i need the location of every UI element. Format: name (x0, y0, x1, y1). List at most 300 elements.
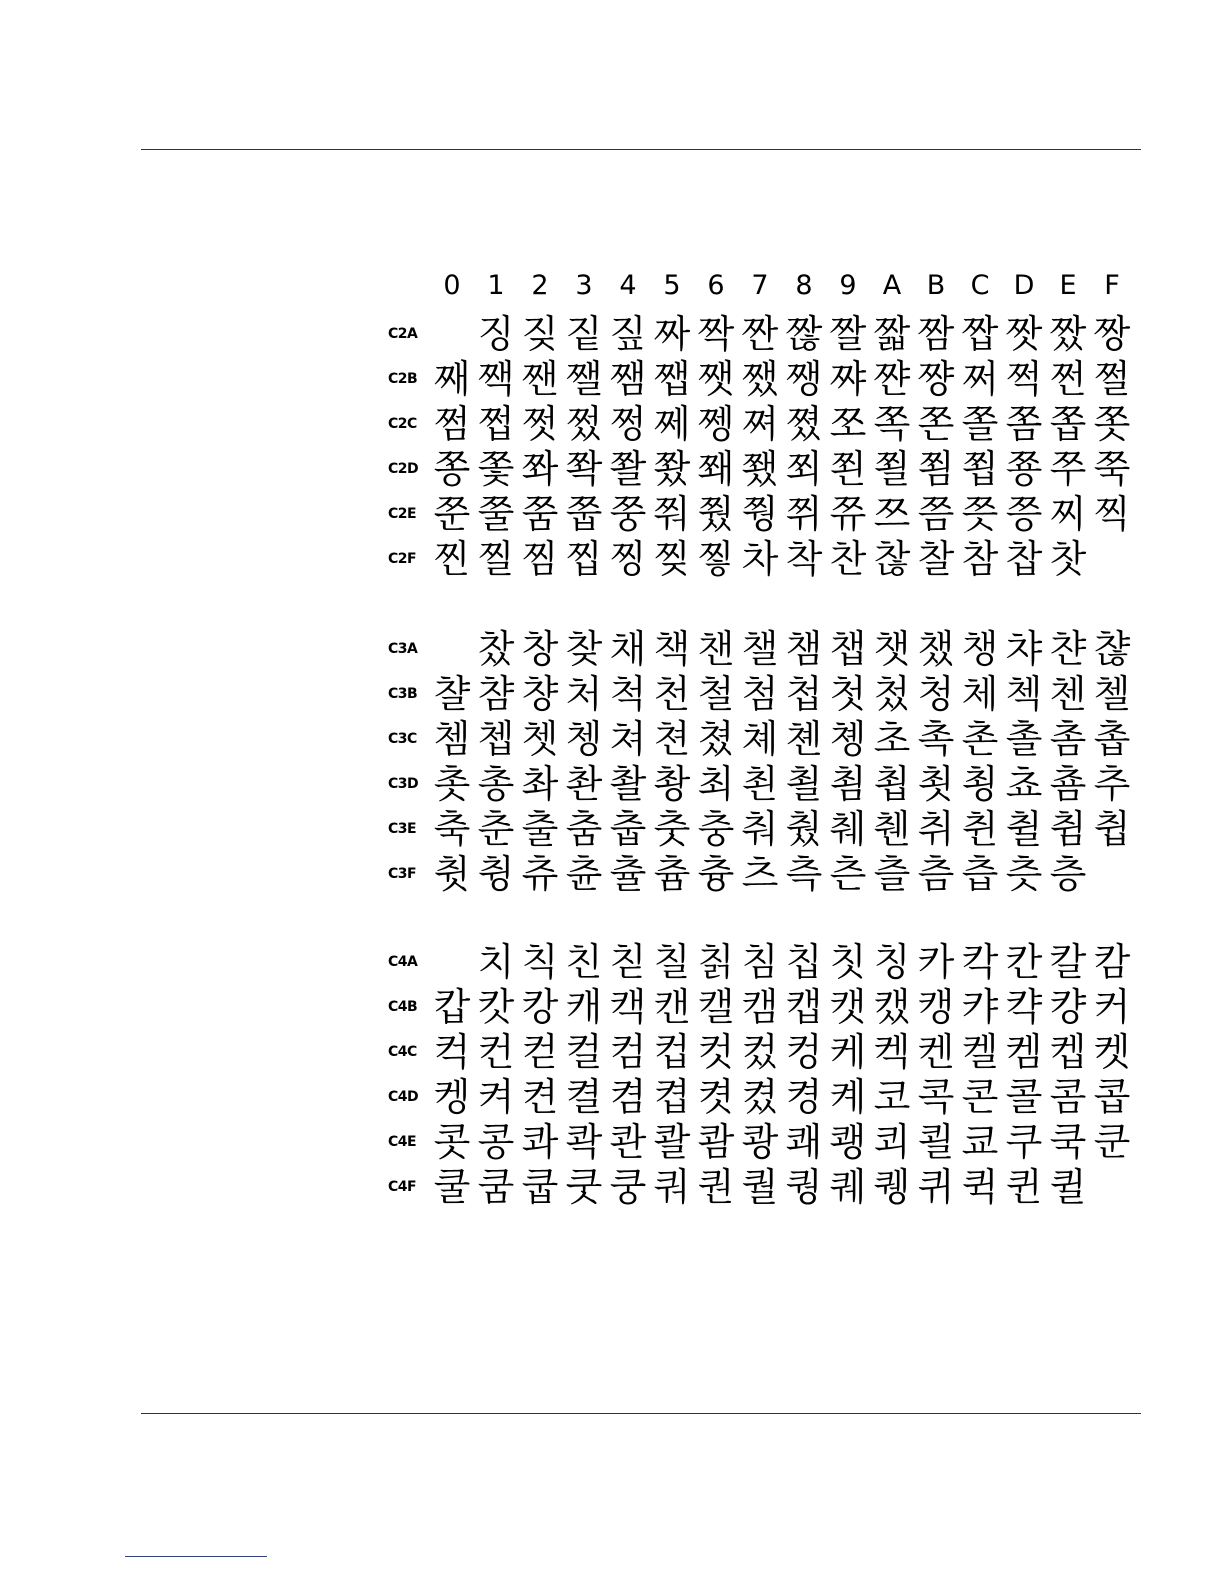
glyph-cell: 츔 (653, 852, 691, 896)
glyph-cell: 출 (521, 807, 559, 851)
glyph-cell: 챰 (477, 672, 515, 716)
glyph-cell: 쵸 (1005, 762, 1043, 806)
table-row (386, 672, 1146, 717)
glyph-cell: 쯧 (961, 492, 999, 536)
table-row (386, 1165, 1146, 1210)
table-row (386, 1030, 1146, 1075)
glyph-cell: 콘 (961, 1075, 999, 1119)
glyph-cell: 첫 (829, 672, 867, 716)
column-header: 8 (795, 270, 813, 301)
glyph-cell: 쿰 (477, 1165, 515, 1209)
glyph-cell: 쨩 (917, 357, 955, 401)
table-row (386, 762, 1146, 807)
glyph-cell: 쳄 (433, 717, 471, 761)
row-label: C3C (388, 731, 417, 747)
glyph-cell: 촤 (521, 762, 559, 806)
table-row (386, 852, 1146, 897)
glyph-cell: 짚 (609, 312, 647, 356)
glyph-cell: 짭 (961, 312, 999, 356)
glyph-cell: 초 (873, 717, 911, 761)
glyph-cell: 추 (1093, 762, 1131, 806)
glyph-cell: 충 (697, 807, 735, 851)
glyph-cell: 칟 (609, 940, 647, 984)
glyph-cell: 쳰 (785, 717, 823, 761)
table-row (386, 627, 1146, 672)
glyph-cell: 총 (477, 762, 515, 806)
glyph-cell: 츳 (1005, 852, 1043, 896)
glyph-cell: 켯 (697, 1075, 735, 1119)
glyph-cell: 츌 (609, 852, 647, 896)
glyph-cell: 콕 (917, 1075, 955, 1119)
glyph-cell: 콤 (1049, 1075, 1087, 1119)
glyph-cell: 춈 (1049, 762, 1087, 806)
glyph-cell: 켸 (829, 1075, 867, 1119)
glyph-cell: 짢 (785, 312, 823, 356)
glyph-cell: 쨈 (609, 357, 647, 401)
glyph-cell: 촌 (961, 717, 999, 761)
glyph-cell: 캣 (829, 985, 867, 1029)
glyph-cell: 쫌 (1005, 402, 1043, 446)
glyph-cell: 칸 (1005, 940, 1043, 984)
row-label: C3B (388, 686, 418, 702)
glyph-cell: 칙 (521, 940, 559, 984)
glyph-cell: 쫑 (433, 447, 471, 491)
row-label: C2E (388, 506, 417, 522)
glyph-cell: 춰 (741, 807, 779, 851)
row-label: C2C (388, 416, 417, 432)
glyph-cell: 촬 (609, 762, 647, 806)
glyph-cell: 첵 (1005, 672, 1043, 716)
column-header: C (970, 270, 990, 301)
glyph-cell: 켄 (917, 1030, 955, 1074)
glyph-cell: 찍 (1093, 492, 1131, 536)
glyph-cell: 캠 (741, 985, 779, 1029)
glyph-cell: 쭹 (741, 492, 779, 536)
glyph-cell: 쩐 (1049, 357, 1087, 401)
glyph-cell: 켑 (1049, 1030, 1087, 1074)
column-header: 2 (531, 270, 549, 301)
table-row (386, 357, 1146, 402)
glyph-cell: 찝 (565, 537, 603, 581)
column-header: 9 (839, 270, 857, 301)
glyph-cell: 쵱 (961, 762, 999, 806)
table-row (386, 985, 1146, 1030)
glyph-cell: 춥 (609, 807, 647, 851)
table-row (386, 312, 1146, 357)
glyph-cell: 챨 (433, 672, 471, 716)
glyph-cell: 쳤 (697, 717, 735, 761)
glyph-cell: 콩 (477, 1120, 515, 1164)
row-label: C3F (388, 866, 417, 882)
column-header: 7 (751, 270, 769, 301)
glyph-cell: 춤 (565, 807, 603, 851)
glyph-cell: 챔 (785, 627, 823, 671)
glyph-cell: 촐 (1005, 717, 1043, 761)
glyph-cell: 쫍 (1049, 402, 1087, 446)
glyph-cell: 쵭 (873, 762, 911, 806)
glyph-cell: 쩔 (1093, 357, 1131, 401)
glyph-cell: 쿼 (653, 1165, 691, 1209)
column-header: B (926, 270, 946, 301)
glyph-cell: 켕 (433, 1075, 471, 1119)
glyph-cell: 쬐 (785, 447, 823, 491)
glyph-cell: 찰 (917, 537, 955, 581)
glyph-cell: 책 (653, 627, 691, 671)
glyph-cell: 츰 (917, 852, 955, 896)
glyph-cell: 축 (433, 807, 471, 851)
glyph-cell: 창 (521, 627, 559, 671)
glyph-cell: 찜 (521, 537, 559, 581)
glyph-cell: 퀑 (785, 1165, 823, 1209)
glyph-cell: 츠 (741, 852, 779, 896)
table-row (386, 402, 1146, 447)
glyph-cell: 쿡 (1049, 1120, 1087, 1164)
glyph-cell: 캔 (653, 985, 691, 1029)
glyph-cell: 촁 (829, 717, 867, 761)
glyph-cell: 콜 (1005, 1075, 1043, 1119)
column-header: 3 (575, 270, 593, 301)
glyph-cell: 췄 (785, 807, 823, 851)
column-header: 1 (487, 270, 505, 301)
glyph-cell: 쿠 (1005, 1120, 1043, 1164)
glyph-cell: 퀸 (1005, 1165, 1043, 1209)
glyph-cell: 퀼 (1049, 1165, 1087, 1209)
glyph-cell: 천 (653, 672, 691, 716)
glyph-cell: 찌 (1049, 492, 1087, 536)
glyph-cell: 캤 (873, 985, 911, 1029)
row-label: C4E (388, 1134, 417, 1150)
glyph-cell: 쯔 (873, 492, 911, 536)
glyph-cell: 쩍 (1005, 357, 1043, 401)
glyph-cell: 쩌 (961, 357, 999, 401)
glyph-cell: 쿳 (565, 1165, 603, 1209)
glyph-cell: 컥 (433, 1030, 471, 1074)
glyph-cell: 쭉 (1093, 447, 1131, 491)
glyph-cell: 퀭 (873, 1165, 911, 1209)
glyph-cell: 찮 (873, 537, 911, 581)
table-row (386, 447, 1146, 492)
column-header: E (1059, 270, 1077, 301)
glyph-cell: 츈 (565, 852, 603, 896)
column-header: 0 (443, 270, 461, 301)
glyph-cell: 짱 (1093, 312, 1131, 356)
glyph-cell: 쫠 (609, 447, 647, 491)
glyph-cell: 켬 (609, 1075, 647, 1119)
glyph-cell: 쵯 (917, 762, 955, 806)
glyph-cell: 쭝 (609, 492, 647, 536)
glyph-cell: 쿱 (521, 1165, 559, 1209)
glyph-cell: 캄 (1093, 940, 1131, 984)
glyph-cell: 캅 (433, 985, 471, 1029)
glyph-cell: 측 (785, 852, 823, 896)
glyph-cell: 쭈 (1049, 447, 1087, 491)
glyph-cell: 취 (917, 807, 955, 851)
glyph-cell: 쫬 (653, 447, 691, 491)
glyph-cell: 첨 (741, 672, 779, 716)
glyph-cell: 챘 (917, 627, 955, 671)
glyph-cell: 짤 (829, 312, 867, 356)
glyph-cell: 쬔 (829, 447, 867, 491)
glyph-cell: 챈 (697, 627, 735, 671)
glyph-cell: 쬈 (741, 447, 779, 491)
glyph-cell: 캑 (609, 985, 647, 1029)
glyph-cell: 찐 (433, 537, 471, 581)
glyph-cell: 츄 (521, 852, 559, 896)
glyph-cell: 츱 (961, 852, 999, 896)
glyph-cell: 짧 (873, 312, 911, 356)
glyph-cell: 칵 (961, 940, 999, 984)
glyph-cell: 쩟 (521, 402, 559, 446)
glyph-cell: 쫄 (961, 402, 999, 446)
glyph-cell: 컁 (1049, 985, 1087, 1029)
glyph-cell: 쫘 (521, 447, 559, 491)
glyph-cell: 찼 (477, 627, 515, 671)
glyph-cell: 케 (829, 1030, 867, 1074)
footer-link-underline[interactable] (125, 1556, 267, 1557)
glyph-cell: 쾅 (741, 1120, 779, 1164)
glyph-cell: 짙 (565, 312, 603, 356)
glyph-cell: 쿤 (1093, 1120, 1131, 1164)
glyph-cell: 촨 (565, 762, 603, 806)
glyph-cell: 쾡 (829, 1120, 867, 1164)
bottom-rule (141, 1413, 1141, 1414)
glyph-cell: 쫙 (565, 447, 603, 491)
glyph-cell: 철 (697, 672, 735, 716)
glyph-cell: 켁 (873, 1030, 911, 1074)
glyph-cell: 캥 (917, 985, 955, 1029)
glyph-cell: 짠 (741, 312, 779, 356)
glyph-cell: 친 (565, 940, 603, 984)
glyph-cell: 쳇 (521, 717, 559, 761)
glyph-cell: 첼 (1093, 672, 1131, 716)
glyph-cell: 째 (433, 357, 471, 401)
glyph-cell: 칩 (785, 940, 823, 984)
glyph-cell: 쭤 (653, 492, 691, 536)
glyph-cell: 칠 (653, 940, 691, 984)
glyph-cell: 쩡 (609, 402, 647, 446)
glyph-cell: 쨀 (565, 357, 603, 401)
table-row (386, 537, 1146, 582)
glyph-cell: 컵 (653, 1030, 691, 1074)
glyph-cell: 췰 (1005, 807, 1043, 851)
glyph-cell: 컷 (697, 1030, 735, 1074)
glyph-cell: 켜 (477, 1075, 515, 1119)
glyph-cell: 처 (565, 672, 603, 716)
glyph-cell: 쪼 (829, 402, 867, 446)
glyph-cell: 츤 (829, 852, 867, 896)
glyph-cell: 짼 (521, 357, 559, 401)
glyph-cell: 쳔 (653, 717, 691, 761)
glyph-cell: 쾰 (917, 1120, 955, 1164)
glyph-cell: 콱 (565, 1120, 603, 1164)
glyph-cell: 첸 (1049, 672, 1087, 716)
glyph-cell: 쭸 (697, 492, 735, 536)
glyph-cell: 콸 (653, 1120, 691, 1164)
glyph-cell: 췌 (829, 807, 867, 851)
glyph-cell: 춘 (477, 807, 515, 851)
glyph-cell: 코 (873, 1075, 911, 1119)
table-row (386, 717, 1146, 762)
glyph-cell: 찔 (477, 537, 515, 581)
row-label: C2B (388, 371, 418, 387)
glyph-cell: 캡 (785, 985, 823, 1029)
column-header: 6 (707, 270, 725, 301)
glyph-cell: 챕 (829, 627, 867, 671)
glyph-cell: 켈 (961, 1030, 999, 1074)
glyph-cell: 차 (741, 537, 779, 581)
glyph-cell: 콥 (1093, 1075, 1131, 1119)
glyph-cell: 쪽 (873, 402, 911, 446)
glyph-cell: 쩜 (433, 402, 471, 446)
glyph-cell: 캬 (961, 985, 999, 1029)
glyph-cell: 층 (1049, 852, 1087, 896)
glyph-cell: 췸 (1049, 807, 1087, 851)
glyph-cell: 채 (609, 627, 647, 671)
glyph-cell: 쭁 (1005, 447, 1043, 491)
glyph-cell: 켰 (741, 1075, 779, 1119)
glyph-cell: 캇 (477, 985, 515, 1029)
glyph-cell: 찹 (1005, 537, 1043, 581)
glyph-cell: 챦 (1093, 627, 1131, 671)
glyph-cell: 콴 (609, 1120, 647, 1164)
glyph-cell: 쳬 (741, 717, 779, 761)
glyph-cell: 찾 (565, 627, 603, 671)
glyph-cell: 쮸 (829, 492, 867, 536)
glyph-cell: 쫀 (917, 402, 955, 446)
column-header: F (1104, 270, 1120, 301)
glyph-cell: 켤 (565, 1075, 603, 1119)
glyph-cell: 쳐 (609, 717, 647, 761)
glyph-cell: 컹 (785, 1030, 823, 1074)
glyph-cell: 쫓 (477, 447, 515, 491)
column-header: 5 (663, 270, 681, 301)
glyph-cell: 쵠 (741, 762, 779, 806)
glyph-cell: 챠 (1005, 627, 1043, 671)
glyph-cell: 칭 (873, 940, 911, 984)
glyph-cell: 침 (741, 940, 779, 984)
glyph-cell: 컬 (565, 1030, 603, 1074)
row-label: C4D (388, 1089, 419, 1105)
glyph-cell: 촙 (1093, 717, 1131, 761)
row-label: C4A (388, 954, 418, 970)
glyph-cell: 쭘 (521, 492, 559, 536)
glyph-cell: 쿵 (609, 1165, 647, 1209)
table-row (386, 807, 1146, 852)
glyph-cell: 켠 (521, 1075, 559, 1119)
glyph-cell: 찧 (697, 537, 735, 581)
glyph-cell: 캭 (1005, 985, 1043, 1029)
glyph-cell: 쾌 (785, 1120, 823, 1164)
column-header: D (1013, 270, 1035, 301)
glyph-cell: 짜 (653, 312, 691, 356)
glyph-cell: 췽 (477, 852, 515, 896)
glyph-cell: 켭 (653, 1075, 691, 1119)
glyph-cell: 짝 (697, 312, 735, 356)
glyph-cell: 쨉 (653, 357, 691, 401)
glyph-cell: 츙 (697, 852, 735, 896)
row-label: C4F (388, 1179, 417, 1195)
glyph-cell: 쩽 (697, 402, 735, 446)
glyph-cell: 쩝 (477, 402, 515, 446)
glyph-cell: 컴 (609, 1030, 647, 1074)
glyph-cell: 쵤 (785, 762, 823, 806)
glyph-cell: 챗 (873, 627, 911, 671)
glyph-cell: 찡 (609, 537, 647, 581)
glyph-cell: 쨍 (785, 357, 823, 401)
glyph-cell: 청 (917, 672, 955, 716)
glyph-cell: 컫 (521, 1030, 559, 1074)
row-label: C3A (388, 641, 418, 657)
glyph-cell: 캉 (521, 985, 559, 1029)
glyph-cell: 쳉 (565, 717, 603, 761)
glyph-cell: 촹 (653, 762, 691, 806)
glyph-cell: 쾨 (873, 1120, 911, 1164)
glyph-cell: 쬡 (961, 447, 999, 491)
glyph-cell: 찢 (653, 537, 691, 581)
glyph-cell: 첩 (785, 672, 823, 716)
glyph-cell: 짯 (1005, 312, 1043, 356)
glyph-cell: 쳅 (477, 717, 515, 761)
table-row (386, 940, 1146, 985)
glyph-cell: 컨 (477, 1030, 515, 1074)
glyph-cell: 찻 (1049, 537, 1087, 581)
glyph-cell: 콰 (521, 1120, 559, 1164)
glyph-cell: 짹 (477, 357, 515, 401)
glyph-cell: 췐 (873, 807, 911, 851)
glyph-cell: 짬 (917, 312, 955, 356)
glyph-cell: 퀵 (961, 1165, 999, 1209)
column-header: 4 (619, 270, 637, 301)
glyph-cell: 칫 (829, 940, 867, 984)
glyph-cell: 쾀 (697, 1120, 735, 1164)
glyph-cell: 춧 (653, 807, 691, 851)
glyph-cell: 착 (785, 537, 823, 581)
glyph-cell: 켱 (785, 1075, 823, 1119)
row-label: C4B (388, 999, 418, 1015)
glyph-cell: 쩠 (565, 402, 603, 446)
glyph-cell: 치 (477, 940, 515, 984)
glyph-cell: 쨌 (741, 357, 779, 401)
glyph-cell: 컸 (741, 1030, 779, 1074)
glyph-cell: 켐 (1005, 1030, 1043, 1074)
glyph-cell: 첬 (873, 672, 911, 716)
table-row (386, 1075, 1146, 1120)
glyph-cell: 촛 (433, 762, 471, 806)
glyph-cell: 쨘 (873, 357, 911, 401)
top-rule (141, 149, 1141, 150)
glyph-cell: 짖 (521, 312, 559, 356)
glyph-cell: 콧 (433, 1120, 471, 1164)
glyph-cell: 징 (477, 312, 515, 356)
glyph-cell: 쪘 (785, 402, 823, 446)
glyph-cell: 췬 (961, 807, 999, 851)
table-row (386, 1120, 1146, 1165)
glyph-cell: 참 (961, 537, 999, 581)
glyph-cell: 체 (961, 672, 999, 716)
glyph-cell: 챌 (741, 627, 779, 671)
row-label: C3E (388, 821, 417, 837)
table-row (386, 492, 1146, 537)
glyph-cell: 쭐 (477, 492, 515, 536)
glyph-cell: 캐 (565, 985, 603, 1029)
glyph-cell: 쬠 (917, 447, 955, 491)
glyph-cell: 퀀 (697, 1165, 735, 1209)
glyph-cell: 챤 (1049, 627, 1087, 671)
row-label: C3D (388, 776, 419, 792)
glyph-cell: 췻 (433, 852, 471, 896)
glyph-cell: 짰 (1049, 312, 1087, 356)
row-label: C2F (388, 551, 417, 567)
